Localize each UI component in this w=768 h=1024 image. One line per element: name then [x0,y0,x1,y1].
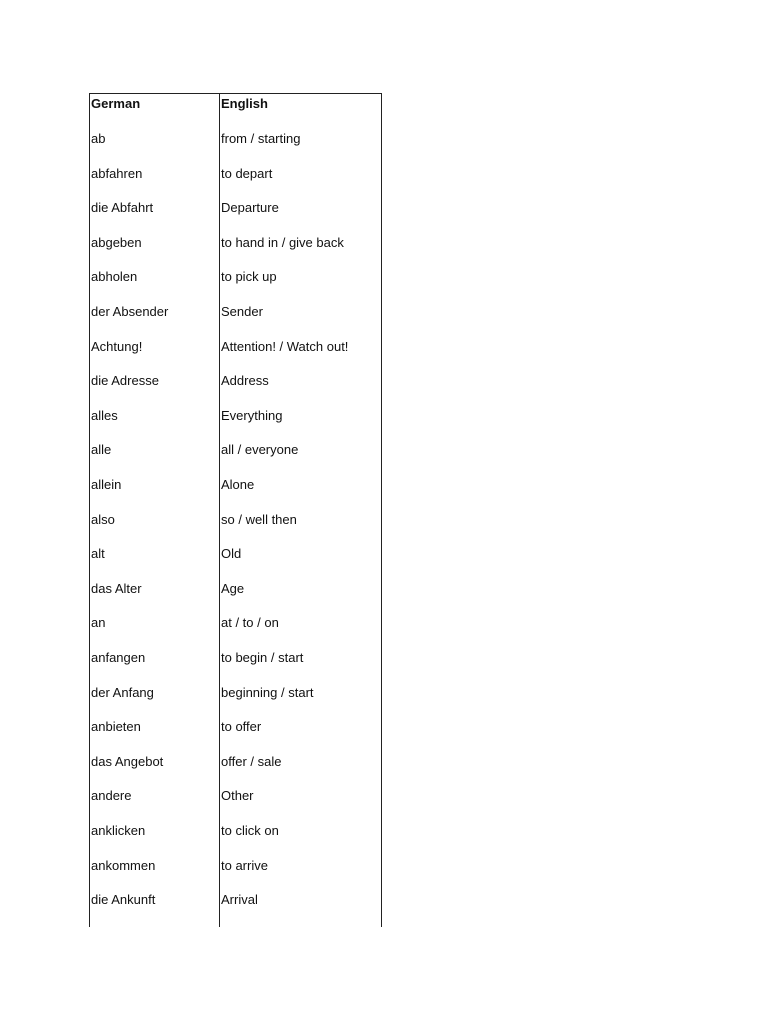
table-row [90,199,381,219]
vocabulary-table [89,93,382,927]
cell-german: ankommen [91,857,156,873]
cell-english: from / starting [221,131,301,146]
cell-english: all / everyone [221,442,299,458]
cell-english: to hand in / give back [221,234,344,250]
table-row [90,649,381,669]
cell-german: abfahren [91,165,143,181]
table-row [90,338,381,358]
table-row [90,407,381,427]
cell-english: Everything [221,407,283,423]
cell-german: die Adresse [91,373,159,389]
cell-english: offer / sale [221,753,282,769]
cell-english: to arrive [221,857,268,873]
table-row [90,545,381,565]
header-english: English [221,96,268,111]
cell-english: beginning / start [221,684,314,700]
table-row [90,891,381,911]
cell-english: Alone [221,477,255,492]
table-row [90,234,381,254]
table-row [90,787,381,807]
table-row [90,822,381,842]
cell-english: to depart [221,165,273,181]
cell-english: Address [221,373,269,389]
cell-german: Achtung! [91,338,143,354]
cell-english: Sender [221,304,263,319]
table-row [90,614,381,634]
cell-english: to pick up [221,269,277,285]
cell-german: abholen [91,269,138,285]
table-row [90,684,381,704]
table-header-row [90,95,381,115]
table-row [90,165,381,185]
cell-english: Old [221,546,242,562]
table-row [90,857,381,877]
cell-english: Attention! / Watch out! [221,338,349,354]
cell-english: to begin / start [221,650,304,665]
table-row [90,303,381,323]
cell-english: Departure [221,200,279,216]
cell-english: Age [221,580,245,596]
cell-english: Other [221,788,254,804]
table-row [90,718,381,738]
cell-german: alles [91,407,118,423]
table-row [90,753,381,773]
cell-german: also [91,511,115,527]
cell-english: Arrival [221,892,258,908]
cell-german: allein [91,477,122,492]
table-row [90,441,381,461]
cell-german: anfangen [91,650,146,665]
cell-english: so / well then [221,511,297,527]
cell-english: to offer [221,719,262,735]
cell-english: at / to / on [221,615,279,631]
cell-german: alle [91,442,112,458]
cell-german: anklicken [91,823,146,838]
cell-german: der Anfang [91,684,154,700]
table-row [90,372,381,392]
cell-german: abgeben [91,234,142,250]
cell-german: ab [91,131,106,146]
table-row [90,268,381,288]
cell-german: das Alter [91,580,142,596]
cell-german: an [91,615,106,631]
table-row [90,476,381,496]
table-row [90,511,381,531]
table-row [90,130,381,150]
header-german: German [91,96,141,111]
cell-english: to click on [221,823,279,838]
cell-german: der Absender [91,304,169,319]
cell-german: die Ankunft [91,892,156,908]
cell-german: anbieten [91,719,141,735]
cell-german: das Angebot [91,753,164,769]
cell-german: alt [91,546,105,562]
cell-german: die Abfahrt [91,200,154,216]
cell-german: andere [91,788,132,804]
table-row [90,580,381,600]
